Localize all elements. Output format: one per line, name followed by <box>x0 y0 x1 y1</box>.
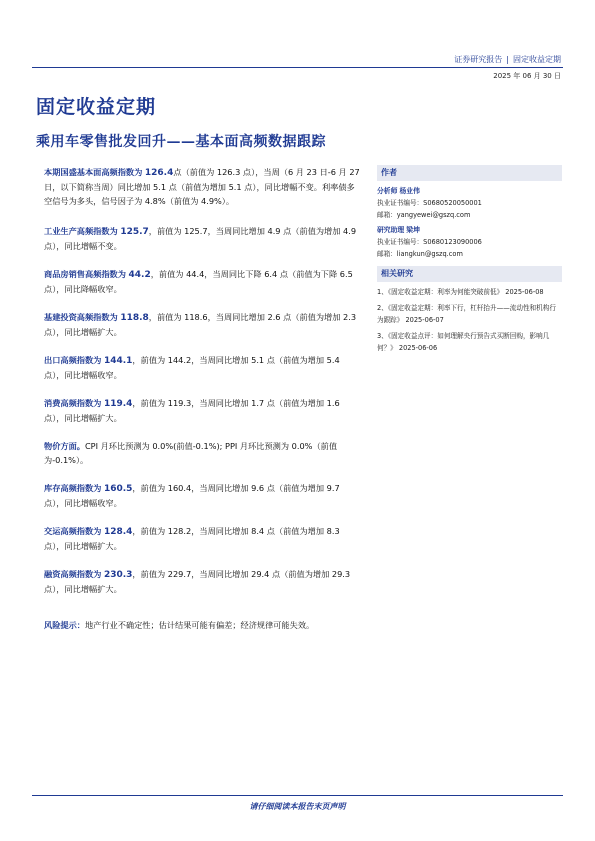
index-value: 119.4 <box>103 399 133 409</box>
summary-paragraph <box>44 396 362 425</box>
paragraph-label: 消费高频指数为 <box>44 398 102 408</box>
risk-warning <box>44 618 362 632</box>
summary-paragraph <box>44 439 362 467</box>
author-role: 研究助理 <box>377 226 405 234</box>
related-item[interactable]: 1、《固定收益定期：利率为何能突破前低》 2025-06-08 <box>377 288 544 296</box>
paragraph-text: ，前值为 144.2，当周同比增加 5.1 点（前值为增加 5.4 点），同比增幅收窄。 <box>44 355 340 380</box>
paragraph-label: 商品房销售高频指数为 <box>44 269 126 279</box>
index-value: 230.3 <box>103 570 133 580</box>
summary-paragraph <box>44 567 362 596</box>
index-value: 144.1 <box>103 356 133 366</box>
summary-paragraph <box>44 524 362 553</box>
paragraph-text: 点（前值为 126.3 点），当周（6 月 23 日-6 月 27 日，以下简称当周）同比增加 5.1 点（前值为增加 5.1 点），同比增幅不变。利率债多空信号为多头，信号因子为 4.8%（前值为 4.9%）。 <box>44 167 360 206</box>
paragraph-label: 融资高频指数为 <box>44 569 102 579</box>
index-value: 44.2 <box>128 270 151 280</box>
index-value: 160.5 <box>103 484 133 494</box>
page-title: 固定收益定期 <box>36 96 157 118</box>
related-item[interactable]: 2、《固定收益定期：利率下行，杠杆抬升——流动性和机构行为跟踪》 2025-06-07 <box>377 304 556 324</box>
report-date: 2025 年 06 月 30 日 <box>493 72 561 80</box>
paragraph-label: 库存高频指数为 <box>44 483 102 493</box>
summary-paragraph <box>44 481 362 510</box>
main-content <box>44 165 362 632</box>
header-report-type <box>454 54 561 65</box>
sidebar <box>377 165 562 354</box>
author-email[interactable]: 邮箱：yangyewei@gszq.com <box>377 211 471 219</box>
paragraph-label: 物价方面。 <box>44 441 85 451</box>
paragraph-text: CPI 月环比预测为 0.0%(前值-0.1%); PPI 月环比预测为 0.0%（前值为-0.1%）。 <box>44 441 338 465</box>
paragraph-text: ，前值为 160.4，当周同比增加 9.6 点（前值为增加 9.7 点），同比增幅收窄。 <box>44 483 340 508</box>
summary-paragraph <box>44 310 362 339</box>
author-cert: 执业证书编号：S0680520050001 <box>377 199 482 207</box>
authors-heading: 作者 <box>377 165 562 181</box>
index-value: 128.4 <box>103 527 133 537</box>
author-block <box>377 185 562 221</box>
index-value: 118.8 <box>120 313 149 323</box>
risk-text: 地产行业不确定性；估计结果可能有偏差；经济规律可能失效。 <box>84 620 315 630</box>
paragraph-text: ，前值为 119.3，当周同比增加 1.7 点（前值为增加 1.6 点），同比增幅扩大。 <box>44 398 340 423</box>
footer-disclaimer[interactable]: 请仔细阅读本报告末页声明 <box>249 802 346 811</box>
header-separator: | <box>506 55 509 64</box>
paragraph-label: 出口高频指数为 <box>44 355 102 365</box>
series-label: 固定收益定期 <box>513 55 561 64</box>
author-role: 分析师 <box>377 187 398 195</box>
page-subtitle: 乘用车零售批发回升——基本面高频数据跟踪 <box>36 134 326 150</box>
summary-paragraph <box>44 267 362 296</box>
summary-paragraph <box>44 165 362 208</box>
paragraph-label: 交运高频指数为 <box>44 526 102 536</box>
paragraph-text: ，前值为 125.7，当周同比增加 4.9 点（前值为增加 4.9 点），同比增幅不变。 <box>44 226 357 251</box>
author-cert: 执业证书编号：S0680123090006 <box>377 238 482 246</box>
summary-paragraph <box>44 353 362 382</box>
paragraph-label: 本期国盛基本面高频指数为 <box>44 167 143 177</box>
header-divider <box>32 67 563 68</box>
index-value: 126.4 <box>144 168 174 178</box>
paragraph-text: ，前值为 118.6，当周同比增加 2.6 点（前值为增加 2.3 点），同比增幅扩大。 <box>44 312 357 337</box>
paragraph-text: ，前值为 44.4，当周同比下降 6.4 点（前值为下降 6.5 点），同比降幅收窄。 <box>44 269 353 294</box>
related-heading: 相关研究 <box>377 266 562 282</box>
paragraph-text: ，前值为 128.2，当周同比增加 8.4 点（前值为增加 8.3 点），同比增幅扩大。 <box>44 526 340 551</box>
author-block <box>377 224 562 260</box>
paragraph-text: ，前值为 229.7，当周同比增加 29.4 点（前值为增加 29.3 点），同比增幅扩大。 <box>44 569 351 594</box>
paragraph-label: 工业生产高频指数为 <box>44 226 118 236</box>
report-type-label: 证券研究报告 <box>454 55 503 64</box>
paragraph-label: 基建投资高频指数为 <box>44 312 118 322</box>
risk-label: 风险提示： <box>44 620 85 630</box>
index-value: 125.7 <box>120 227 149 237</box>
author-name: 杨业伟 <box>399 187 420 195</box>
summary-paragraph <box>44 224 362 253</box>
author-name: 梁坤 <box>406 226 420 234</box>
author-email[interactable]: 邮箱：liangkun@gszq.com <box>377 250 463 258</box>
related-item[interactable]: 3、《固定收益点评：如何理解央行预告式买断回购，影响几何？》 2025-06-06 <box>377 332 550 352</box>
footer-divider <box>32 795 563 796</box>
